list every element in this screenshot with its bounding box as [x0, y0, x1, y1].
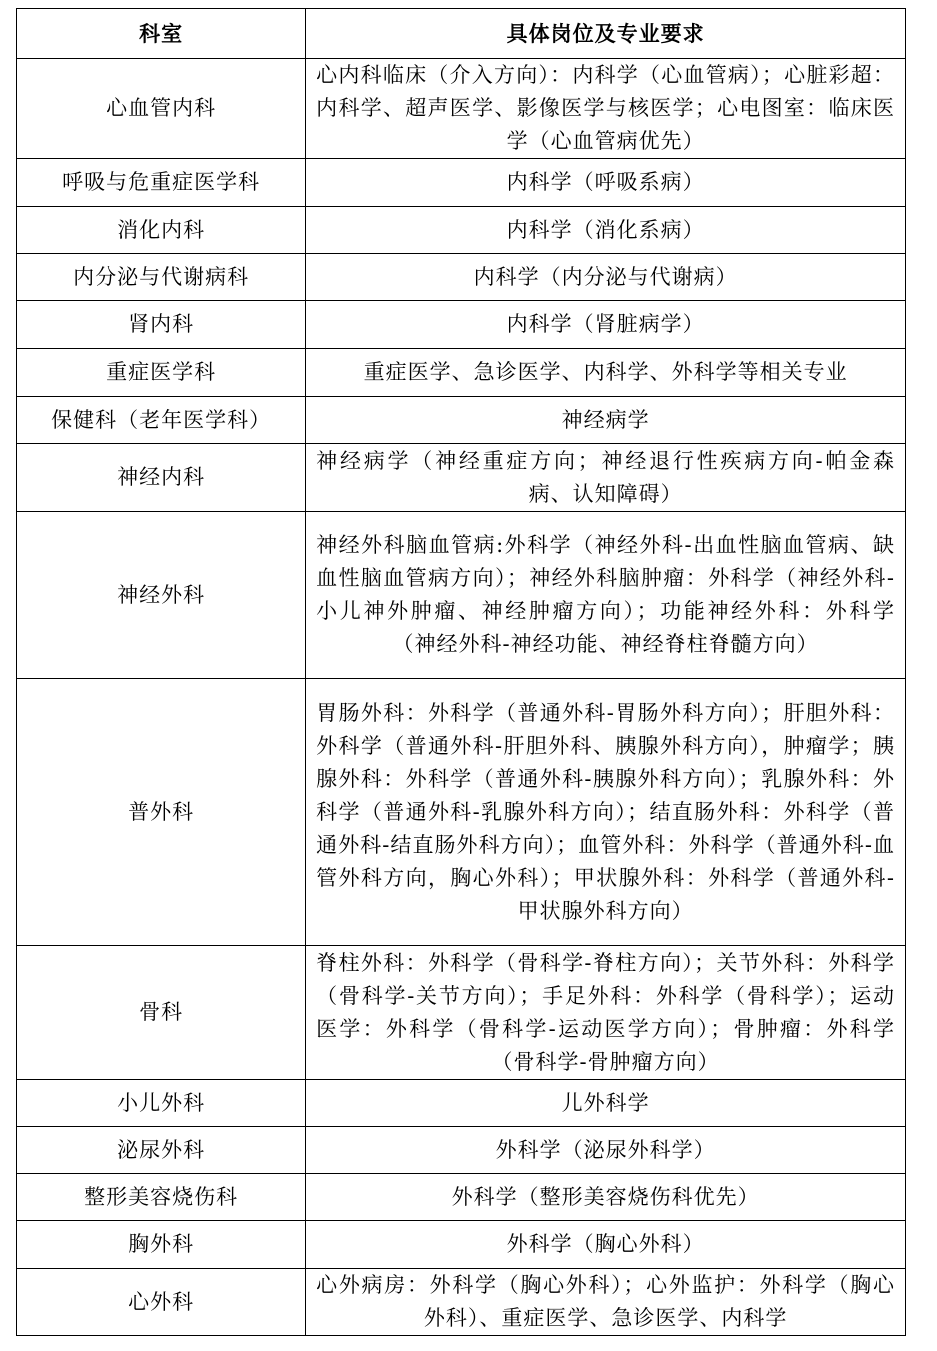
table-row [17, 301, 906, 349]
table-row [17, 1174, 906, 1221]
department-cell: 神经内科 [17, 444, 306, 512]
requirement-cell: 神经外科脑血管病:外科学（神经外科-出血性脑血管病、缺血性脑血管病方向）；神经外科脑肿瘤：外科学（神经外科-小儿神外肿瘤、神经肿瘤方向）；功能神经外科：外科学（神经外科-神经功能、神经脊柱脊髓方向） [306, 512, 906, 679]
department-cell: 胸外科 [17, 1221, 306, 1269]
table-row [17, 349, 906, 397]
table-row [17, 1080, 906, 1127]
table-row [17, 159, 906, 207]
recruitment-table [16, 8, 906, 1336]
requirement-cell: 外科学（整形美容烧伤科优先） [306, 1174, 906, 1221]
header-requirements: 具体岗位及专业要求 [306, 9, 906, 59]
department-cell: 骨科 [17, 946, 306, 1080]
requirement-cell: 神经病学 [306, 397, 906, 444]
department-cell: 呼吸与危重症医学科 [17, 159, 306, 207]
table-row [17, 1269, 906, 1336]
requirement-cell: 脊柱外科：外科学（骨科学-脊柱方向）；关节外科：外科学（骨科学-关节方向）；手足外科：外科学（骨科学）；运动医学：外科学（骨科学-运动医学方向）；骨肿瘤：外科学（骨科学-骨肿瘤方向） [306, 946, 906, 1080]
department-cell: 重症医学科 [17, 349, 306, 397]
department-cell: 神经外科 [17, 512, 306, 679]
department-cell: 肾内科 [17, 301, 306, 349]
requirement-cell: 重症医学、急诊医学、内科学、外科学等相关专业 [306, 349, 906, 397]
department-cell: 普外科 [17, 679, 306, 946]
department-cell: 泌尿外科 [17, 1127, 306, 1174]
header-department: 科室 [17, 9, 306, 59]
header-row [17, 9, 906, 59]
department-cell: 内分泌与代谢病科 [17, 254, 306, 301]
department-cell: 心外科 [17, 1269, 306, 1336]
table-row [17, 679, 906, 946]
table-row [17, 946, 906, 1080]
requirement-cell: 心内科临床（介入方向）：内科学（心血管病）；心脏彩超：内科学、超声医学、影像医学与核医学；心电图室：临床医学（心血管病优先） [306, 59, 906, 159]
requirement-cell: 儿外科学 [306, 1080, 906, 1127]
requirement-cell: 内科学（肾脏病学） [306, 301, 906, 349]
table-row [17, 397, 906, 444]
department-cell: 保健科（老年医学科） [17, 397, 306, 444]
requirement-cell: 神经病学（神经重症方向；神经退行性疾病方向-帕金森病、认知障碍） [306, 444, 906, 512]
table-row [17, 444, 906, 512]
department-cell: 整形美容烧伤科 [17, 1174, 306, 1221]
table-row [17, 207, 906, 254]
table-row [17, 1221, 906, 1269]
requirement-cell: 心外病房：外科学（胸心外科）；心外监护：外科学（胸心外科）、重症医学、急诊医学、内科学 [306, 1269, 906, 1336]
table-row [17, 59, 906, 159]
requirement-cell: 外科学（胸心外科） [306, 1221, 906, 1269]
requirement-cell: 内科学（内分泌与代谢病） [306, 254, 906, 301]
table-row [17, 512, 906, 679]
requirement-cell: 内科学（呼吸系病） [306, 159, 906, 207]
table-row [17, 1127, 906, 1174]
requirement-cell: 胃肠外科：外科学（普通外科-胃肠外科方向）；肝胆外科：外科学（普通外科-肝胆外科、胰腺外科方向），肿瘤学；胰腺外科：外科学（普通外科-胰腺外科方向）；乳腺外科：外科学（普通外科-乳腺外科方向）；结直肠外科：外科学（普通外科-结直肠外科方向）；血管外科：外科学（普通外科-血管外科方向，胸心外科）；甲状腺外科：外科学（普通外科-甲状腺外科方向） [306, 679, 906, 946]
table-row [17, 254, 906, 301]
requirement-cell: 内科学（消化系病） [306, 207, 906, 254]
department-cell: 小儿外科 [17, 1080, 306, 1127]
department-cell: 心血管内科 [17, 59, 306, 159]
department-cell: 消化内科 [17, 207, 306, 254]
requirement-cell: 外科学（泌尿外科学） [306, 1127, 906, 1174]
